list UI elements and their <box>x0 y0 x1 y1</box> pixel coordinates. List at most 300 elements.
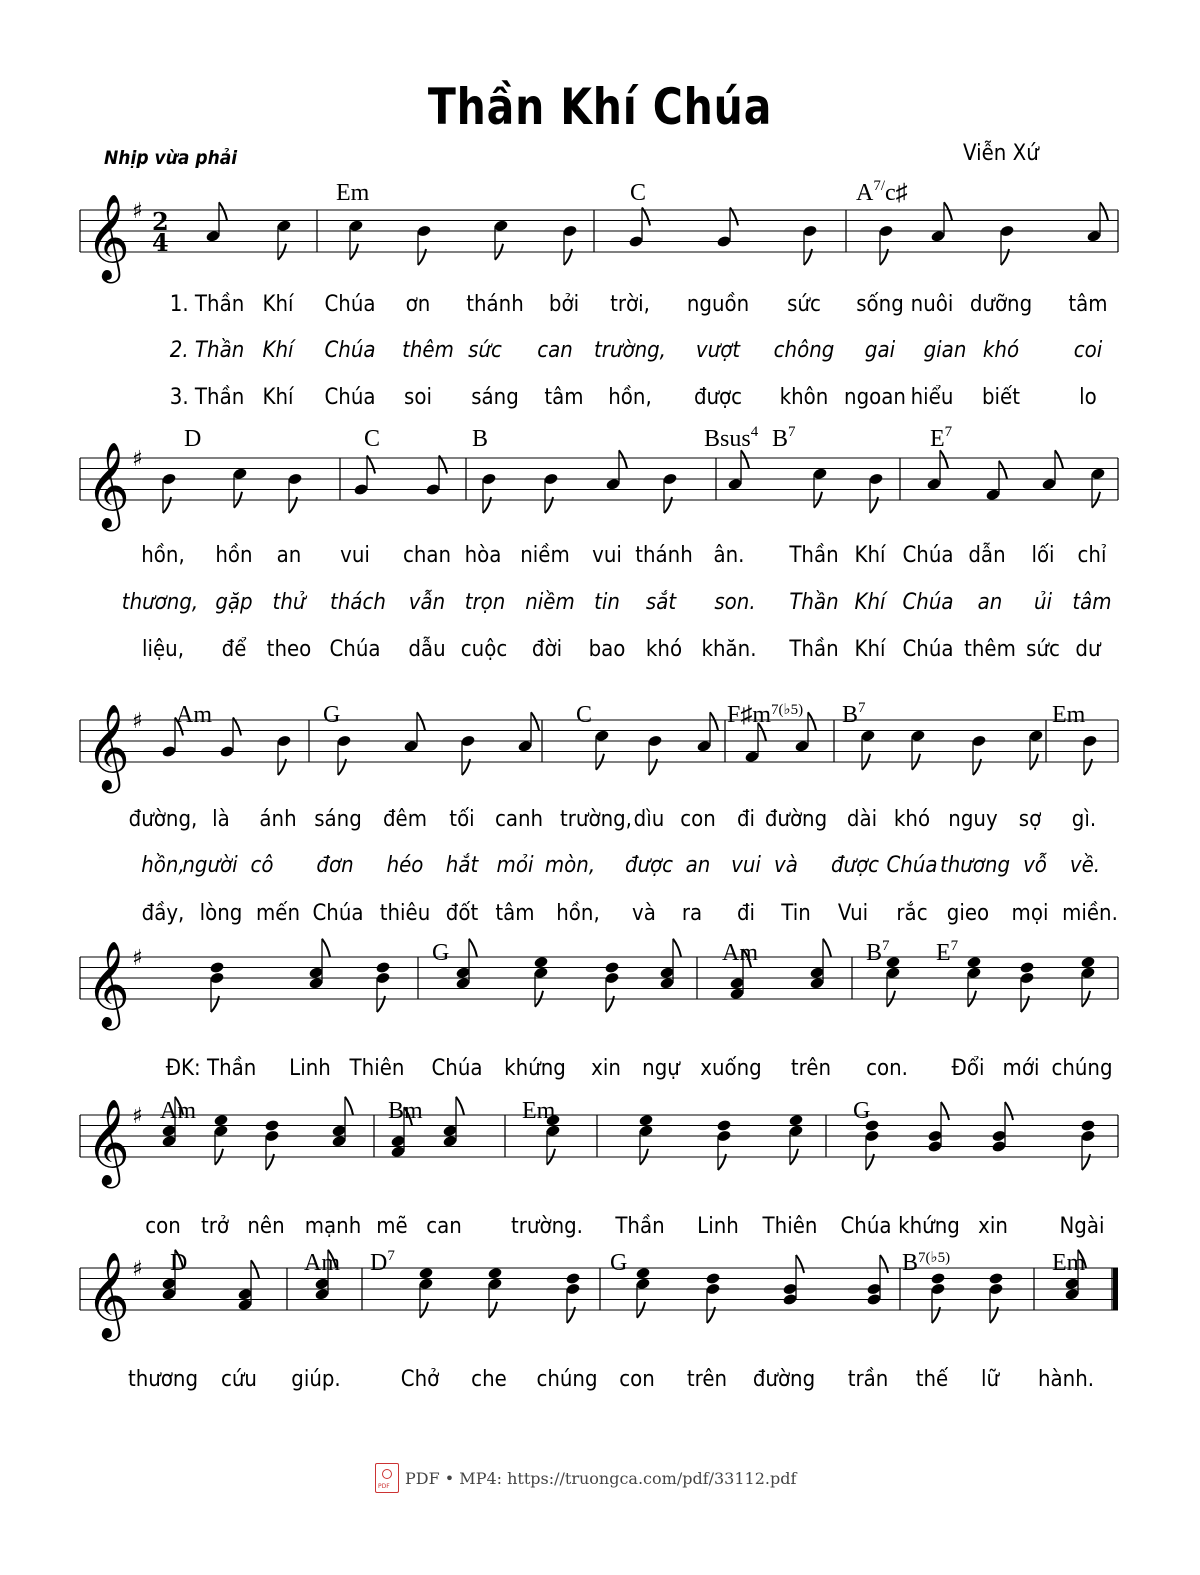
lyric-syllable: về. <box>1069 853 1101 878</box>
lyric-syllable: cứu <box>221 1367 257 1392</box>
note-flag <box>377 996 385 1012</box>
chord-symbol: $B^7$ <box>842 700 866 728</box>
lyric-syllable: vui <box>731 853 761 878</box>
lyric-syllable: Đổi <box>951 1056 985 1081</box>
note-flag <box>211 996 219 1012</box>
lyric-syllable: khăn. <box>701 637 757 662</box>
note-flag <box>1084 759 1092 775</box>
lyric-syllable: vui <box>592 543 622 568</box>
lyric-syllable: Chúa <box>324 385 376 410</box>
lyric-syllable: chông <box>773 338 835 363</box>
note-head-harmony <box>1080 956 1095 969</box>
lyric-syllable: ngoan <box>844 385 906 410</box>
note-flag <box>1021 996 1029 1012</box>
lyric-syllable: gian <box>923 338 967 363</box>
lyric-syllable: hành. <box>1037 1367 1095 1392</box>
lyric-syllable: gặp <box>215 590 253 615</box>
lyric-syllable: sáng <box>471 385 519 410</box>
lyric-syllable: đường <box>764 807 828 832</box>
pdf-file-icon <box>375 1463 399 1493</box>
treble-clef-icon: 𝄞 <box>86 194 130 280</box>
note-flag <box>870 497 878 513</box>
key-signature-sharp-icon: ♯ <box>132 1104 143 1129</box>
note-flag <box>456 1097 464 1115</box>
note-flag <box>289 497 297 513</box>
lyric-syllable: dẫn <box>968 543 1006 568</box>
lyric-syllable: hồn, <box>608 385 652 410</box>
note-head-harmony <box>1019 961 1034 974</box>
lyric-syllable: giúp. <box>291 1367 341 1392</box>
lyric-syllable: xin <box>978 1214 1008 1239</box>
lyric-syllable: để <box>221 637 247 662</box>
note-flag <box>619 450 627 468</box>
lyric-syllable: ơn <box>405 292 431 317</box>
lyric-syllable: gì. <box>1071 807 1097 832</box>
chord-symbol: $D^7$ <box>370 1248 395 1276</box>
note-head-harmony <box>966 956 981 969</box>
lyric-syllable: đêm <box>382 807 428 832</box>
lyric-syllable: sức <box>787 292 821 317</box>
chord-symbol: Am <box>176 702 212 728</box>
note-flag <box>345 1097 353 1115</box>
lyric-syllable: niềm <box>525 590 575 615</box>
note-flag <box>469 939 477 957</box>
note-flag <box>322 939 330 957</box>
lyric-syllable: ủi <box>1033 590 1053 615</box>
lyric-syllable: hồn <box>215 543 253 568</box>
staff-system <box>80 700 1118 794</box>
lyric-syllable: lối <box>1031 543 1055 568</box>
time-signature-bottom: 4 <box>152 228 169 257</box>
treble-clef-icon: 𝄞 <box>86 442 130 528</box>
lyric-syllable: Chúa <box>329 637 381 662</box>
key-signature-sharp-icon: ♯ <box>132 1257 143 1282</box>
lyric-syllable: trường. <box>511 1214 583 1239</box>
lyric-syllable: được <box>830 853 880 878</box>
lyric-syllable: trở <box>200 1214 230 1239</box>
staff-system <box>80 442 1118 532</box>
staff-system <box>80 1250 1118 1342</box>
note-head-harmony <box>375 961 390 974</box>
note-flag <box>219 202 227 220</box>
lyric-syllable: 3. Thần <box>169 385 245 410</box>
note-flag <box>531 712 539 730</box>
note-flag <box>990 1307 998 1323</box>
lyric-syllable: 1. Thần <box>169 292 245 317</box>
lyric-syllable: thánh <box>466 292 524 317</box>
lyric-syllable: dẫu <box>408 637 446 662</box>
note-flag <box>880 1255 888 1273</box>
lyric-syllable: Chúa <box>324 292 376 317</box>
lyric-syllable: hồn, <box>141 853 185 878</box>
lyric-syllable: nguy <box>948 807 998 832</box>
lyric-syllable: thêm <box>964 637 1016 662</box>
note-flag <box>973 759 981 775</box>
lyric-syllable: ánh <box>259 807 297 832</box>
lyric-syllable: dư <box>1075 637 1101 662</box>
lyric-syllable: đời <box>531 637 563 662</box>
lyric-syllable: khó <box>982 338 1020 363</box>
lyric-syllable: tâm <box>544 385 584 410</box>
lyric-syllable: trên <box>686 1367 728 1392</box>
lyric-syllable: thử <box>272 590 306 615</box>
note-flag <box>251 1260 259 1278</box>
note-flag <box>564 249 572 265</box>
lyric-syllable: bao <box>588 637 626 662</box>
note-head-harmony <box>209 961 224 974</box>
treble-clef-icon: 𝄞 <box>86 1252 130 1338</box>
lyric-syllable: liệu, <box>141 637 185 662</box>
chord-symbol: C <box>576 702 593 728</box>
lyric-syllable: can <box>537 338 573 363</box>
chord-symbol: G <box>610 1250 628 1276</box>
lyric-syllable: coi <box>1073 338 1103 363</box>
key-signature-sharp-icon: ♯ <box>132 709 143 734</box>
lyric-syllable: tâm <box>1068 292 1108 317</box>
lyric-syllable: dưỡng <box>969 292 1033 317</box>
lyric-syllable: Chúa <box>886 853 938 878</box>
treble-clef-icon: 𝄞 <box>86 1099 130 1185</box>
lyric-syllable: sợ <box>1018 807 1042 832</box>
note-flag <box>266 1154 274 1170</box>
lyric-syllable: tâm <box>495 901 535 926</box>
note-flag <box>567 1307 575 1323</box>
note-flag <box>1082 1154 1090 1170</box>
lyric-syllable: thách <box>330 590 386 615</box>
lyric-syllable: đường, <box>128 807 198 832</box>
lyric-syllable: hiểu <box>910 385 954 410</box>
lyric-syllable: khứng <box>504 1056 566 1081</box>
lyric-syllable: thế <box>915 1367 949 1392</box>
lyric-syllable: hòa <box>464 543 502 568</box>
lyric-syllable: dài <box>846 807 878 832</box>
lyric-syllable: Khí <box>854 543 886 568</box>
chord-symbol: $A^{7/}c♯$ <box>856 178 908 206</box>
lyric-syllable: Khí <box>262 385 294 410</box>
lyric-syllable: khứng <box>898 1214 960 1239</box>
lyric-syllable: Tin <box>781 901 811 926</box>
lyric-syllable: cuộc <box>460 637 508 662</box>
lyric-syllable: đi <box>736 807 756 832</box>
lyric-syllable: chúng <box>1051 1056 1113 1081</box>
lyric-syllable: Thần <box>789 637 839 662</box>
lyric-syllable: con <box>145 1214 181 1239</box>
note-flag <box>163 497 171 513</box>
lyric-syllable: bởi <box>548 292 580 317</box>
lyric-syllable: gieo <box>946 901 990 926</box>
lyric-syllable: can <box>426 1214 462 1239</box>
lyric-syllable: chỉ <box>1077 543 1107 568</box>
lyric-syllable: niềm <box>520 543 570 568</box>
note-flag <box>483 497 491 513</box>
lyric-syllable: Linh <box>697 1214 739 1239</box>
chord-symbol: C <box>630 180 647 206</box>
note-flag <box>999 461 1007 479</box>
lyric-syllable: Thần <box>789 543 839 568</box>
lyric-syllable: đơn <box>316 853 354 878</box>
chord-symbol: Em <box>336 180 370 206</box>
lyric-syllable: và <box>632 901 656 926</box>
lyric-syllable: gai <box>864 338 896 363</box>
note-head-harmony <box>705 1272 720 1285</box>
lyric-syllable: Thiên <box>762 1214 818 1239</box>
final-barline-thick <box>1113 1268 1118 1310</box>
lyric-syllable: đốt <box>445 901 479 926</box>
lyric-syllable: mòn, <box>544 853 596 878</box>
chord-symbol: $B^7$ <box>866 938 890 966</box>
lyric-syllable: lữ <box>980 1367 1000 1392</box>
lyric-syllable: con <box>680 807 716 832</box>
lyric-syllable: mỏi <box>496 853 534 878</box>
lyric-syllable: nên <box>247 1214 285 1239</box>
note-head-harmony <box>716 1119 731 1132</box>
chord-symbol: $E^7$ <box>936 938 959 966</box>
lyric-syllable: khó <box>645 637 683 662</box>
song-title: Thần Khí Chúa <box>427 78 773 136</box>
lyric-syllable: Vui <box>837 901 869 926</box>
lyric-syllable: cô <box>250 853 274 878</box>
lyric-syllable: ra <box>681 901 703 926</box>
treble-clef-icon: 𝄞 <box>86 704 130 790</box>
note-flag <box>673 939 681 957</box>
lyric-syllable: Thần <box>789 590 839 615</box>
note-flag <box>866 1154 874 1170</box>
note-head-harmony <box>604 961 619 974</box>
note-flag <box>664 497 672 513</box>
chord-symbol: $F♯m^{7(♭5)}$ <box>727 702 804 728</box>
lyric-syllable: Khí <box>262 338 294 363</box>
note-flag <box>1005 1102 1013 1120</box>
lyric-syllable: Thiên <box>349 1056 405 1081</box>
lyric-syllable: xin <box>591 1056 621 1081</box>
note-flag <box>418 249 426 265</box>
lyric-syllable: Linh <box>289 1056 331 1081</box>
lyric-syllable: ĐK: Thần <box>165 1056 257 1081</box>
chord-symbol: Am <box>722 940 758 966</box>
lyric-syllable: Chở <box>400 1367 440 1392</box>
lyric-syllable: sức <box>468 338 502 363</box>
lyric-syllable: đường <box>752 1367 816 1392</box>
chord-symbol: D <box>170 1250 188 1276</box>
note-head-harmony <box>533 956 548 969</box>
lyric-syllable: héo <box>386 853 424 878</box>
lyric-syllable: hồn, <box>141 543 185 568</box>
lyric-syllable: vượt <box>695 338 741 363</box>
lyric-syllable: theo <box>266 637 312 662</box>
composer-name: Viễn Xứ <box>963 141 1039 166</box>
lyric-syllable: mến <box>255 901 301 926</box>
chord-symbol: Em <box>1052 702 1086 728</box>
note-flag <box>941 1102 949 1120</box>
lyric-syllable: Chúa <box>324 338 376 363</box>
lyric-syllable: ân. <box>713 543 745 568</box>
lyric-syllable: trần <box>847 1367 889 1392</box>
lyric-syllable: dìu <box>633 807 665 832</box>
note-flag <box>944 202 952 220</box>
lyric-syllable: thánh <box>635 543 693 568</box>
lyric-syllable: lòng <box>199 901 243 926</box>
lyric-syllable: đi <box>736 901 756 926</box>
lyric-syllable: Chúa <box>431 1056 483 1081</box>
note-head-harmony <box>638 1114 653 1127</box>
chord-symbol: G <box>432 940 450 966</box>
lyric-syllable: Khí <box>854 637 886 662</box>
lyric-syllable: Khí <box>854 590 886 615</box>
note-flag <box>278 759 286 775</box>
lyric-syllable: người <box>182 853 238 878</box>
lyric-syllable: 2. Thần <box>169 338 245 363</box>
lyric-syllable: rắc <box>896 901 928 926</box>
chord-symbol: Em <box>522 1098 556 1124</box>
lyric-syllable: thêm <box>402 338 454 363</box>
lyric-syllable: Chúa <box>902 637 954 662</box>
note-flag <box>606 996 614 1012</box>
note-flag <box>718 1154 726 1170</box>
chord-symbol: Am <box>304 1250 340 1276</box>
chord-symbol: B <box>472 426 489 452</box>
lyric-syllable: sắt <box>645 590 677 615</box>
chord-symbol: $B^{7(♭5)}$ <box>902 1250 951 1276</box>
lyric-syllable: che <box>471 1367 507 1392</box>
footer-link[interactable]: PDF • MP4: https://truongca.com/pdf/33112.pdf <box>405 1468 797 1488</box>
note-flag <box>880 249 888 265</box>
lyric-syllable: khó <box>893 807 931 832</box>
note-flag <box>932 1307 940 1323</box>
lyric-syllable: vui <box>340 543 370 568</box>
note-head-harmony <box>788 1114 803 1127</box>
lyric-syllable: thiêu <box>379 901 431 926</box>
note-head-harmony <box>635 1267 650 1280</box>
lyric-syllable: đầy, <box>141 901 185 926</box>
lyric-syllable: sáng <box>314 807 362 832</box>
lyric-syllable: trường, <box>560 807 632 832</box>
note-flag <box>808 712 816 730</box>
lyric-syllable: tối <box>449 807 475 832</box>
lyric-syllable: Chúa <box>312 901 364 926</box>
key-signature-sharp-icon: ♯ <box>132 199 143 224</box>
note-head-harmony <box>418 1267 433 1280</box>
lyric-syllable: Chúa <box>902 543 954 568</box>
lyric-syllable: mọi <box>1011 901 1049 926</box>
note-head-harmony <box>213 1114 228 1127</box>
chord-symbol: Em <box>1052 1250 1086 1276</box>
staff-system <box>80 939 1118 1031</box>
lyric-syllable: ngự <box>642 1056 680 1081</box>
time-signature-top: 2 <box>152 207 169 236</box>
lyric-syllable: thương, <box>121 590 199 615</box>
note-head-harmony <box>565 1272 580 1285</box>
lyric-syllable: thương <box>939 853 1011 878</box>
chord-symbol: D <box>184 426 202 452</box>
lyric-syllable: mẽ <box>376 1214 408 1239</box>
lyric-syllable: Ngài <box>1059 1214 1105 1239</box>
note-flag <box>545 497 553 513</box>
chord-symbol: $E^7$ <box>930 424 953 452</box>
lyric-syllable: hồn, <box>556 901 600 926</box>
lyric-syllable: an <box>685 853 711 878</box>
lyric-syllable: son. <box>714 590 756 615</box>
lyric-syllable: khôn <box>779 385 829 410</box>
lyric-syllable: sức <box>1026 637 1060 662</box>
chord-symbol: Am <box>160 1098 196 1124</box>
note-flag <box>796 1255 804 1273</box>
lyric-syllable: và <box>774 853 798 878</box>
lyric-syllable: chan <box>402 543 452 568</box>
chord-symbol: G <box>323 702 341 728</box>
tempo-marking: Nhịp vừa phải <box>104 147 238 169</box>
lyric-syllable: tin <box>594 590 620 615</box>
chord-symbol: G <box>853 1098 871 1124</box>
lyric-syllable: Khí <box>262 292 294 317</box>
lyric-syllable: an <box>977 590 1003 615</box>
lyric-syllable: sống <box>856 292 904 317</box>
footer[interactable] <box>375 1463 796 1493</box>
note-flag <box>1001 249 1009 265</box>
note-flag <box>1100 202 1108 220</box>
lyric-syllable: mạnh <box>304 1214 362 1239</box>
lyric-syllable: hắt <box>445 853 479 878</box>
note-flag <box>338 759 346 775</box>
lyric-syllable: là <box>212 807 230 832</box>
lyric-syllable: trường, <box>594 338 666 363</box>
key-signature-sharp-icon: ♯ <box>132 946 143 971</box>
note-flag <box>462 759 470 775</box>
chord-symbol: $B^7$ <box>772 424 796 452</box>
note-flag <box>649 759 657 775</box>
note-head-harmony <box>988 1272 1003 1285</box>
note-flag <box>707 1307 715 1323</box>
lyric-syllable: trọn <box>464 590 506 615</box>
key-signature-sharp-icon: ♯ <box>132 447 143 472</box>
lyric-syllable: tâm <box>1072 590 1112 615</box>
lyric-syllable: canh <box>494 807 544 832</box>
note-head-harmony <box>1080 1119 1095 1132</box>
staff-system <box>80 1097 1118 1189</box>
note-head-harmony <box>264 1119 279 1132</box>
lyric-syllable: nuôi <box>910 292 954 317</box>
note-head-harmony <box>487 1267 502 1280</box>
note-flag <box>823 939 831 957</box>
lyric-syllable: vỗ <box>1023 853 1047 878</box>
lyric-syllable: Chúa <box>840 1214 892 1239</box>
lyric-syllable: nguồn <box>686 292 750 317</box>
chord-symbol: Bm <box>388 1098 423 1124</box>
lyric-syllable: vẫn <box>408 590 446 615</box>
lyric-syllable: biết <box>981 385 1021 410</box>
lyric-syllable: Thần <box>615 1214 665 1239</box>
lyric-syllable: được <box>693 385 743 410</box>
lyric-syllable: lo <box>1079 385 1097 410</box>
lyric-syllable: xuống <box>700 1056 762 1081</box>
lyric-syllable: an <box>276 543 302 568</box>
note-flag <box>1055 450 1063 468</box>
lyric-syllable: chúng <box>536 1367 598 1392</box>
lyric-syllable: con. <box>866 1056 908 1081</box>
lyric-syllable: trời, <box>610 292 650 317</box>
note-flag <box>804 249 812 265</box>
staff-system <box>80 194 1118 284</box>
lyric-syllable: miền. <box>1062 901 1118 926</box>
lyric-syllable: Chúa <box>902 590 954 615</box>
note-flag <box>417 712 425 730</box>
lyric-syllable: mới <box>1002 1056 1040 1081</box>
lyric-syllable: con <box>619 1367 655 1392</box>
lyric-syllable: soi <box>404 385 432 410</box>
note-flag <box>710 712 718 730</box>
lyric-syllable: thương <box>127 1367 199 1392</box>
lyric-syllable: được <box>624 853 674 878</box>
chord-symbol: C <box>364 426 381 452</box>
